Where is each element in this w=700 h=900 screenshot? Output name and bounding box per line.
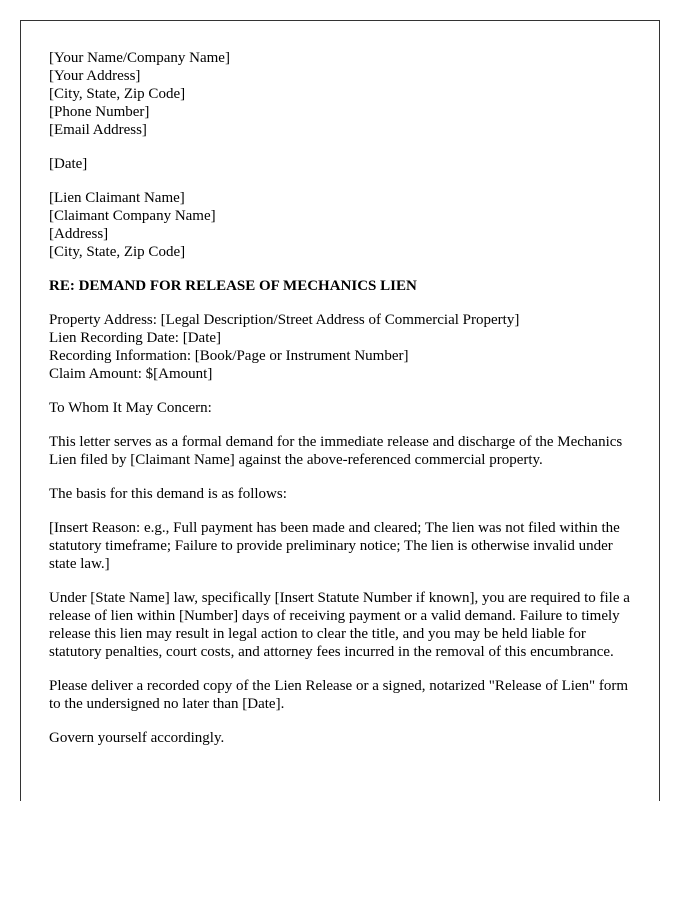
closing-line: Govern yourself accordingly. [49, 730, 225, 746]
recipient-company: [Claimant Company Name] [49, 208, 216, 224]
paragraph-demand: This letter serves as a formal demand for the immediate release and discharge of the Mechanics Lien filed by [Claimant Name] against the above-referenced commercial property. [49, 434, 623, 468]
recipient-name: [Lien Claimant Name] [49, 190, 185, 206]
sender-name: [Your Name/Company Name] [49, 50, 230, 66]
paragraph-basis-intro: The basis for this demand is as follows: [49, 486, 287, 502]
letter-page [20, 20, 660, 801]
recipient-address: [Address] [49, 226, 109, 242]
claim-amount: Claim Amount: $[Amount] [49, 366, 213, 382]
sender-city-state-zip: [City, State, Zip Code] [49, 86, 186, 102]
sender-email: [Email Address] [49, 122, 147, 138]
sender-address: [Your Address] [49, 68, 141, 84]
sender-address-block [49, 49, 639, 139]
lien-details-block [49, 311, 639, 383]
lien-recording-date: Lien Recording Date: [Date] [49, 330, 222, 346]
salutation: To Whom It May Concern: [49, 400, 212, 416]
recording-information: Recording Information: [Book/Page or Instrument Number] [49, 348, 409, 364]
sender-phone: [Phone Number] [49, 104, 150, 120]
paragraph-delivery-request: Please deliver a recorded copy of the Lien Release or a signed, notarized "Release of Lien" form to the undersigned no later than [Date]. [49, 678, 629, 712]
recipient-address-block [49, 189, 639, 261]
date-block [49, 155, 639, 173]
paragraph-statute: Under [State Name] law, specifically [Insert Statute Number if known], you are required to file a release of lien within [Number] days of receiving payment or a valid demand. Failure to timely release this lien may result in legal action to clear the title, and you may be held liable for statutory penalties, court costs, and attorney fees incurred in the removal of this encumbrance. [49, 590, 630, 660]
letter-content [49, 49, 639, 763]
recipient-city-state-zip: [City, State, Zip Code] [49, 244, 186, 260]
subject-line: RE: DEMAND FOR RELEASE OF MECHANICS LIEN [49, 278, 417, 294]
paragraph-reason: [Insert Reason: e.g., Full payment has been made and cleared; The lien was not filed within the statutory timeframe; Failure to provide preliminary notice; The lien is otherwise invalid under state law.] [49, 520, 620, 572]
property-address: Property Address: [Legal Description/Street Address of Commercial Property] [49, 312, 520, 328]
letter-date: [Date] [49, 156, 88, 172]
